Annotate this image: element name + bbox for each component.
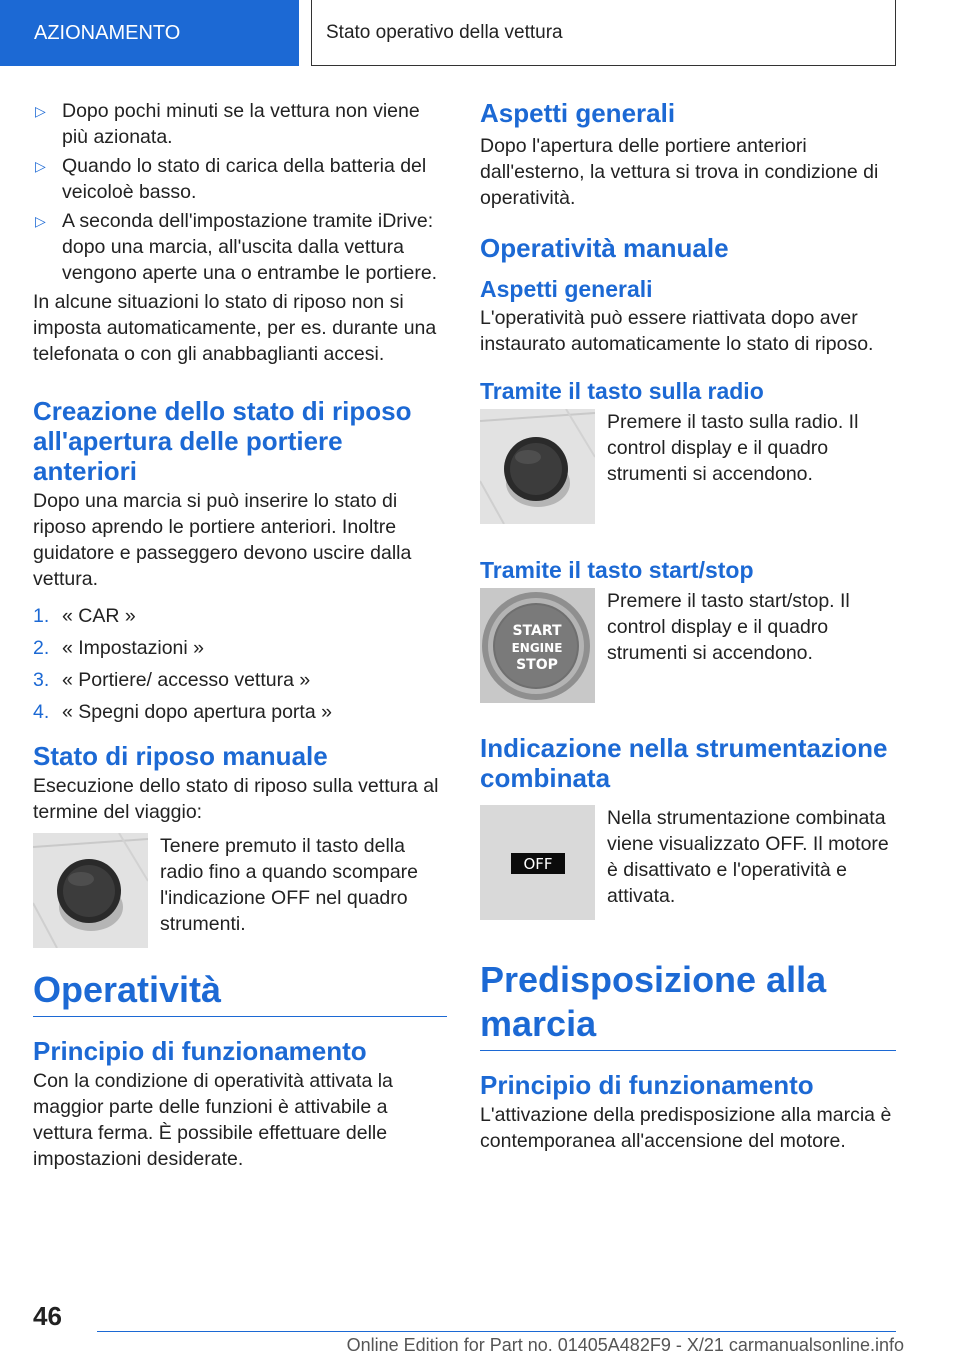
bullet-text: A seconda dell'impostazione tramite iDrive: dopo una marcia, all'uscita dalla vettura vengono aperte una o entrambe le portiere. (62, 210, 438, 284)
predisp-principle-heading: Principio di funzionamento (480, 1070, 814, 1100)
header-section-tab (0, 0, 299, 66)
principle-text: Con la condizione di operatività attivata la maggior parte delle funzioni è attivabile a vettura ferma. È possibile effettuare delle impostazioni desiderate. (33, 1070, 393, 1170)
stop-label: STOP (516, 657, 558, 673)
bullet-text: Quando lo stato di carica della batteria del veicoloè basso. (62, 155, 427, 203)
manual-general-text: L'operatività può essere riattivata dopo aver instaurato automaticamente lo stato di riposo. (480, 307, 874, 355)
triangle-bullet-icon: ▷ (35, 213, 46, 229)
step-text: « Portiere/ accesso vettura » (62, 669, 311, 691)
list-item (33, 667, 447, 693)
engine-label: ENGINE (511, 641, 563, 655)
step-text: « Impostazioni » (62, 637, 204, 659)
triangle-bullet-icon: ▷ (35, 158, 46, 174)
manual-rest-image-row (33, 833, 447, 948)
manual-general-heading: Aspetti generali (480, 276, 653, 302)
manual-rest-image-text: Tenere premuto il tasto della radio fino a quando scompare l'indicazione OFF nel quadro strumenti. (160, 835, 419, 935)
list-item (33, 208, 447, 286)
bullet-list (33, 98, 447, 286)
header-title-box (311, 0, 896, 66)
startstop-image-row (480, 588, 896, 703)
edition-text: Online Edition for Part no. 01405A482F9 - X/21 (346, 1335, 724, 1355)
off-label: OFF (523, 855, 553, 873)
radio-knob-image (33, 833, 148, 948)
off-display-image (480, 805, 595, 920)
steps-list (33, 603, 447, 725)
operativita-heading: Operatività (33, 968, 447, 1017)
cluster-text: Nella strumentazione combinata viene visualizzato OFF. Il motore è disattivato e l'operatività e attivata. (607, 807, 889, 907)
bullet-text: Dopo pochi minuti se la vettura non viene più azionata. (62, 100, 420, 148)
general-text: Dopo l'apertura delle portiere anteriori dall'esterno, la vettura si trova in condizione di operatività. (480, 135, 879, 209)
manual-rest-heading: Stato di riposo manuale (33, 741, 328, 771)
page-number: 46 (33, 1301, 62, 1331)
general-heading: Aspetti generali (480, 98, 676, 128)
start-label: START (512, 623, 562, 639)
step-number: 1. (33, 605, 50, 627)
start-stop-button-image (480, 588, 595, 703)
startstop-heading: Tramite il tasto start/stop (480, 557, 754, 583)
right-column (480, 98, 896, 1154)
creation-heading: Creazione dello stato di riposo all'apertura delle portiere anteriori (33, 396, 412, 486)
cluster-image-row (480, 805, 896, 920)
creation-text: Dopo una marcia si può inserire lo stato di riposo aprendo le portiere anteriori. Inoltre guidatore e passeggero devono uscire dalla vettura. (33, 490, 412, 590)
triangle-bullet-icon: ▷ (35, 103, 46, 119)
header-title: Stato operativo della vettura (326, 22, 563, 43)
principle-heading: Principio di funzionamento (33, 1036, 367, 1066)
watermark-text: carmanualsonline.info (728, 1335, 904, 1355)
footer-edition (0, 1335, 904, 1356)
predisp-text: L'attivazione della predisposizione alla marcia è contemporanea all'accensione del motore. (480, 1104, 892, 1152)
footer-divider (97, 1331, 896, 1332)
step-number: 2. (33, 637, 50, 659)
bullets-note: In alcune situazioni lo stato di riposo non si imposta automaticamente, per es. durante una telefonata o con gli anabbaglianti accesi. (33, 291, 437, 365)
step-number: 4. (33, 701, 50, 723)
cluster-heading: Indicazione nella strumentazione combinata (480, 733, 888, 793)
list-item (33, 98, 447, 150)
step-text: « CAR » (62, 605, 136, 627)
radio-knob-image (480, 409, 595, 524)
radio-text: Premere il tasto sulla radio. Il control display e il quadro strumenti si accendono. (607, 411, 859, 485)
list-item (33, 699, 447, 725)
startstop-text: Premere il tasto start/stop. Il control display e il quadro strumenti si accendono. (607, 590, 850, 664)
list-item (33, 603, 447, 629)
manual-op-heading: Operatività manuale (480, 233, 729, 263)
predisposizione-heading: Predisposizione alla marcia (480, 958, 896, 1051)
list-item (33, 635, 447, 661)
left-column (33, 98, 447, 1172)
radio-heading: Tramite il tasto sulla radio (480, 378, 764, 404)
manual-rest-text: Esecuzione dello stato di riposo sulla vettura al termine del viaggio: (33, 775, 439, 823)
step-number: 3. (33, 669, 50, 691)
step-text: « Spegni dopo apertura porta » (62, 701, 332, 723)
header-section-label: AZIONAMENTO (34, 22, 181, 44)
radio-image-row (480, 409, 896, 524)
list-item (33, 153, 447, 205)
